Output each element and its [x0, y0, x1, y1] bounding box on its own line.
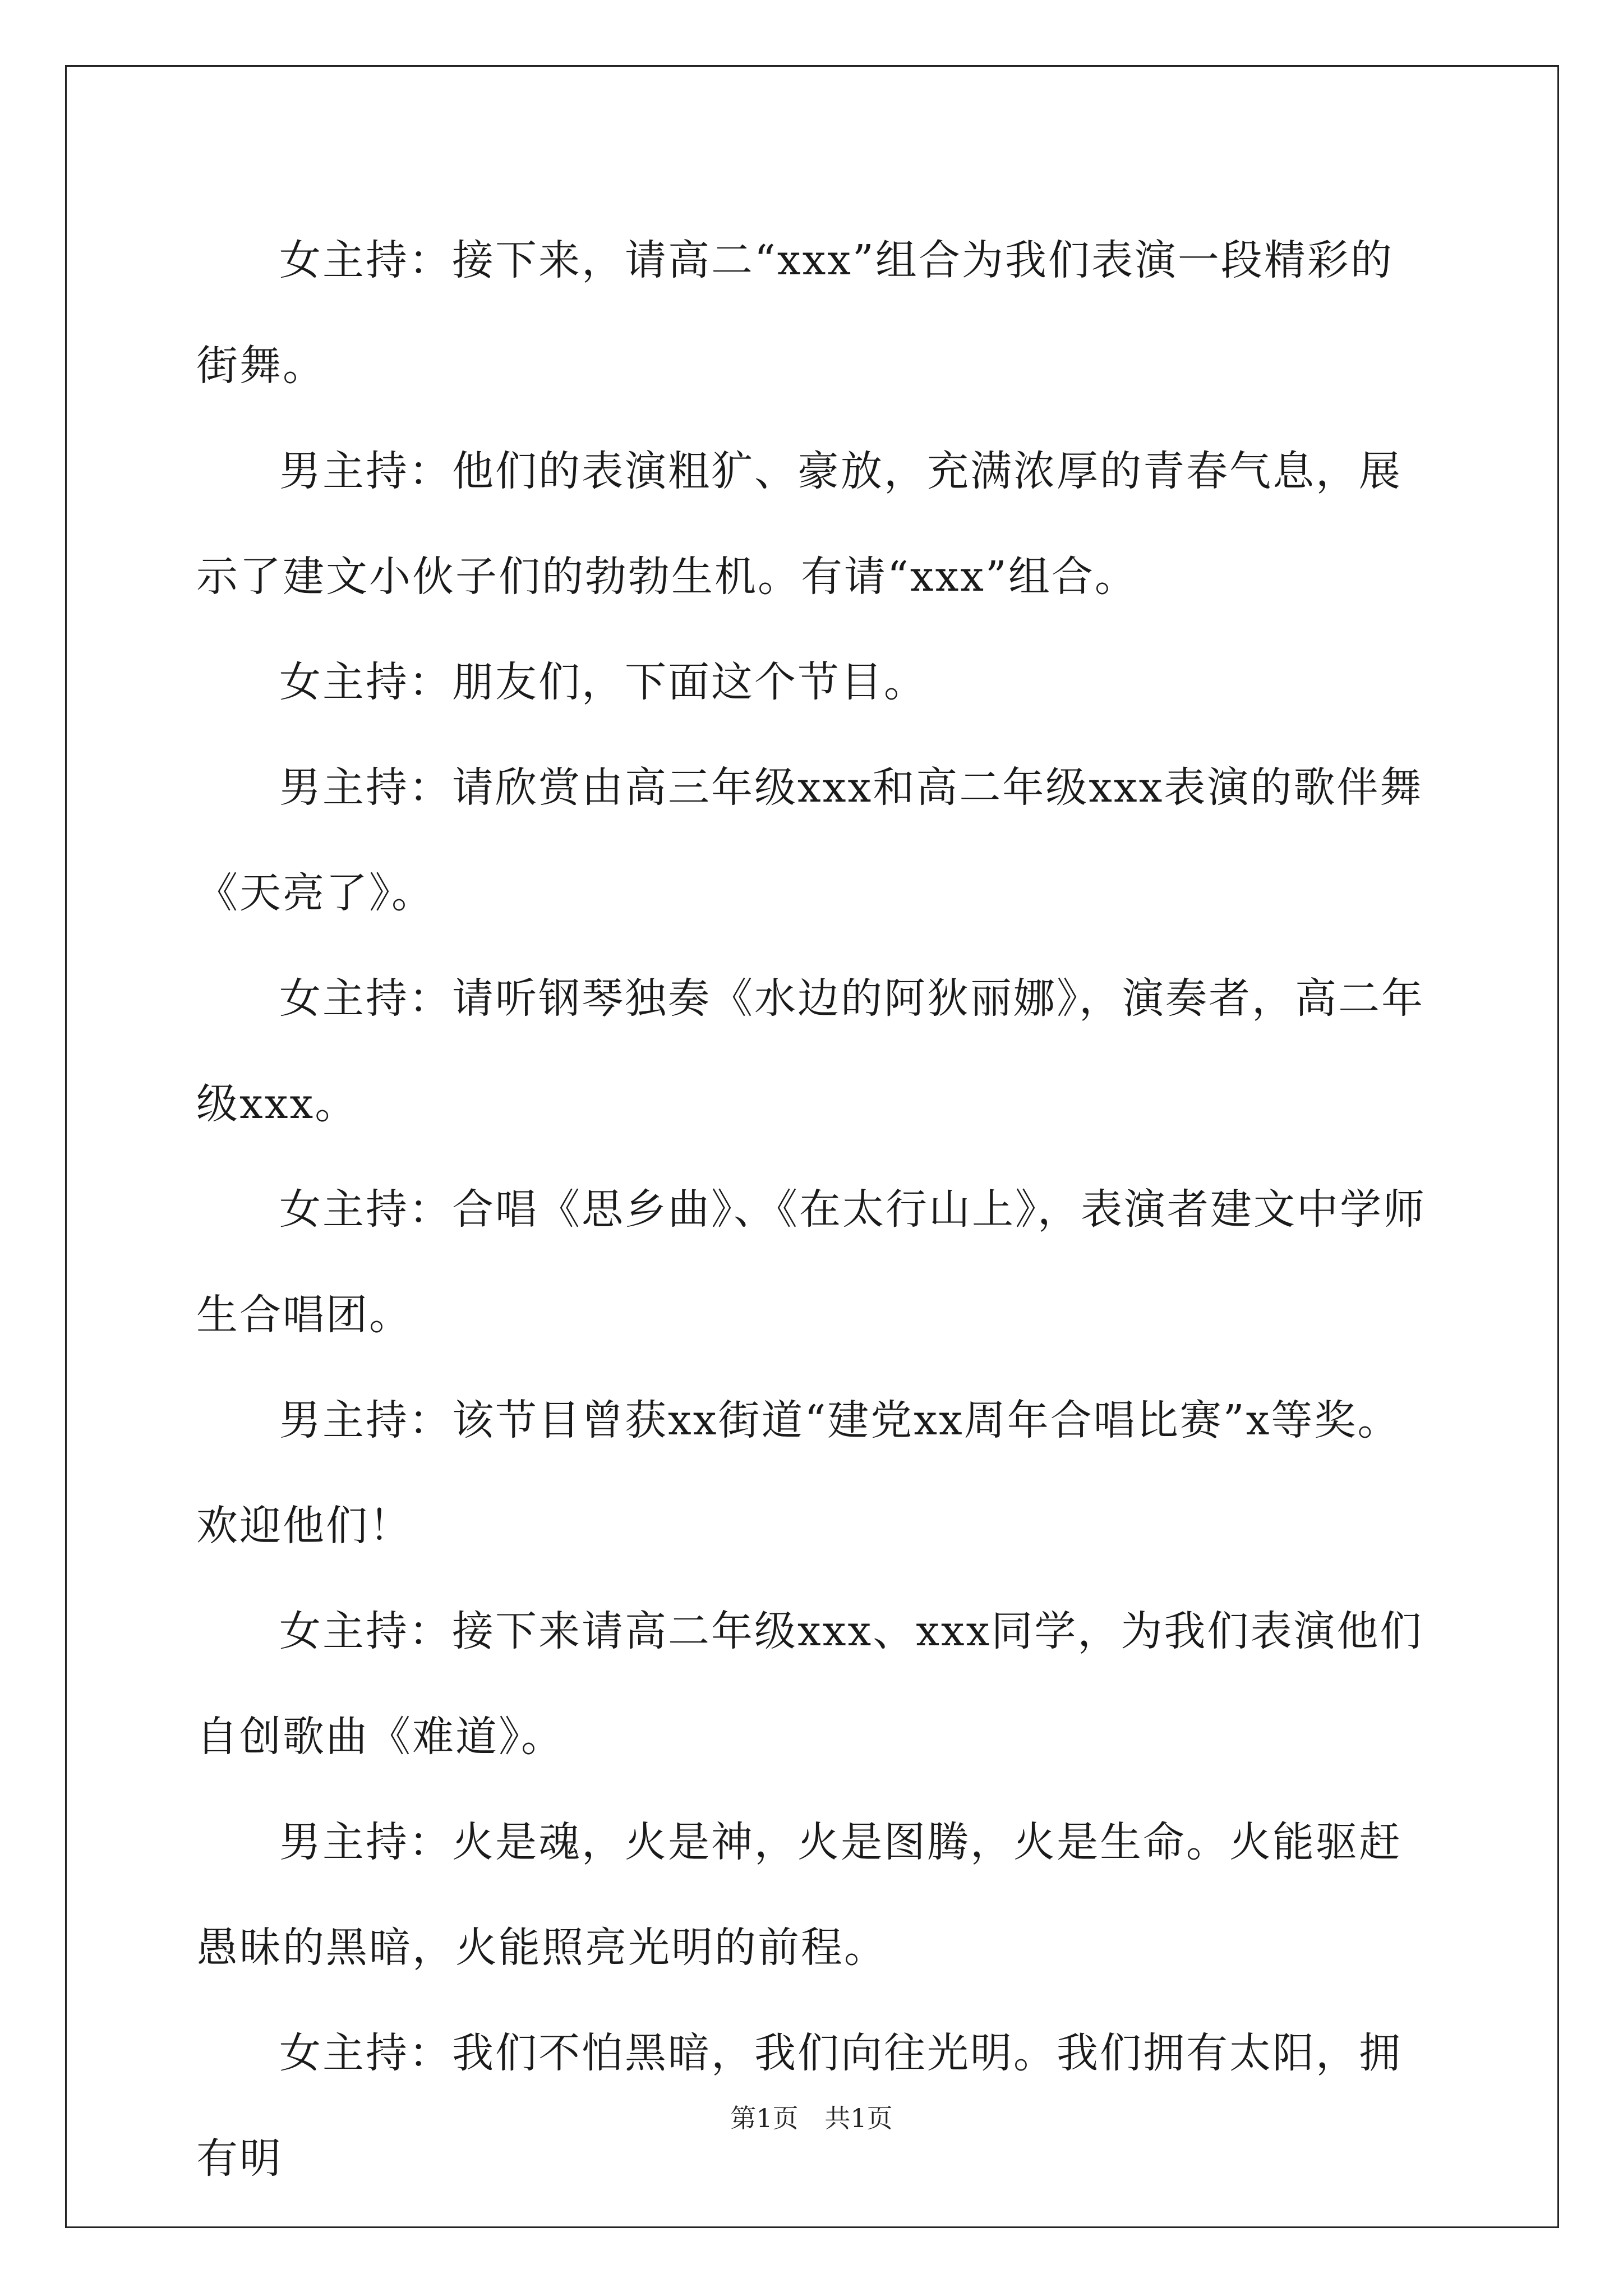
paragraph: 女主持：请听钢琴独奏《水边的阿狄丽娜》，演奏者，高二年级xxx。 [196, 974, 1424, 1128]
paragraph: 男主持：火是魂，火是神，火是图腾，火是生命。火能驱赶愚昧的黑暗，火能照亮光明的前程。 [196, 1818, 1402, 1972]
paragraph: 女主持：朋友们，下面这个节目。 [279, 658, 927, 706]
paragraph: 男主持：他们的表演粗犷、豪放，充满浓厚的青春气息，展示了建文小伙子们的勃勃生机。有请“xxx”组合。 [196, 447, 1402, 601]
paragraph: 女主持：接下来，请高二“xxx”组合为我们表演一段精彩的街舞。 [196, 236, 1394, 390]
paragraph: 女主持：接下来请高二年级xxx、xxx同学，为我们表演他们自创歌曲《难道》。 [196, 1607, 1423, 1761]
paragraph: 女主持：我们不怕黑暗，我们向往光明。我们拥有太阳，拥有明 [196, 2029, 1402, 2183]
paragraph: 男主持：请欣赏由高三年级xxx和高二年级xxx表演的歌伴舞《天亮了》。 [196, 763, 1423, 917]
document-body [196, 208, 1436, 2211]
page-number: 第1页 [730, 2103, 799, 2133]
paragraph: 男主持：该节目曾获xx街道“建党xx周年合唱比赛”x等奖。欢迎他们！ [196, 1396, 1401, 1550]
page-footer [0, 2098, 1623, 2135]
paragraph: 女主持：合唱《思乡曲》、《在太行山上》，表演者建文中学师生合唱团。 [196, 1185, 1426, 1339]
page-total: 共1页 [824, 2103, 893, 2133]
